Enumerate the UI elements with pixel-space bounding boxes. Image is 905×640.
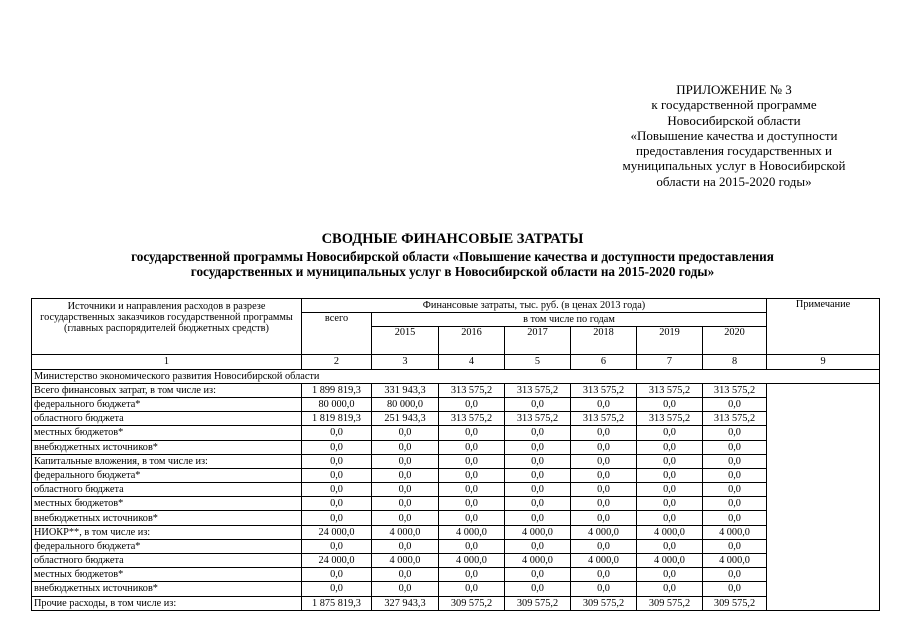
cell-year-value: 313 575,2 [637, 412, 703, 426]
row-label: федерального бюджета* [32, 397, 302, 411]
cell-year-value: 313 575,2 [505, 412, 571, 426]
cell-note [767, 511, 880, 525]
table-row [32, 383, 880, 397]
row-label: областного бюджета [32, 483, 302, 497]
financial-costs-table [31, 298, 880, 611]
appendix-line: Новосибирской области [667, 112, 801, 128]
cell-total: 0,0 [302, 468, 372, 482]
row-label: внебюджетных источников* [32, 511, 302, 525]
cell-year-value: 0,0 [439, 483, 505, 497]
cell-year-value: 309 575,2 [571, 596, 637, 610]
cell-note [767, 483, 880, 497]
cell-year-value: 0,0 [372, 454, 439, 468]
document-title [40, 232, 865, 280]
cell-year-value: 309 575,2 [703, 596, 767, 610]
column-number-row [32, 355, 880, 369]
cell-year-value: 0,0 [637, 440, 703, 454]
cell-year-value: 0,0 [372, 568, 439, 582]
cell-year-value: 0,0 [439, 440, 505, 454]
row-label: областного бюджета [32, 554, 302, 568]
header-year: 2019 [637, 327, 703, 355]
cell-year-value: 0,0 [637, 539, 703, 553]
cell-year-value: 0,0 [637, 468, 703, 482]
appendix-line: предоставления государственных и [636, 143, 832, 159]
cell-year-value: 4 000,0 [505, 525, 571, 539]
cell-year-value: 0,0 [505, 397, 571, 411]
appendix-line: ПРИЛОЖЕНИЕ № 3 [676, 82, 792, 97]
appendix-header [590, 82, 878, 189]
cell-year-value: 4 000,0 [571, 554, 637, 568]
cell-year-value: 0,0 [372, 483, 439, 497]
cell-year-value: 0,0 [372, 539, 439, 553]
cell-year-value: 0,0 [637, 568, 703, 582]
column-number: 3 [372, 355, 439, 369]
cell-year-value: 0,0 [637, 511, 703, 525]
cell-total: 0,0 [302, 511, 372, 525]
header-year: 2018 [571, 327, 637, 355]
cell-year-value: 0,0 [505, 568, 571, 582]
cell-year-value: 0,0 [505, 454, 571, 468]
cell-note [767, 426, 880, 440]
column-number: 2 [302, 355, 372, 369]
cell-total: 0,0 [302, 483, 372, 497]
header-row [32, 299, 880, 313]
table-row [32, 582, 880, 596]
cell-year-value: 0,0 [505, 539, 571, 553]
cell-note [767, 582, 880, 596]
cell-year-value: 313 575,2 [505, 383, 571, 397]
subtitle-line: государственной программы Новосибирской области «Повышение качества и доступности предоставления [131, 248, 774, 264]
cell-year-value: 4 000,0 [439, 554, 505, 568]
cell-year-value: 0,0 [372, 497, 439, 511]
cell-year-value: 313 575,2 [571, 383, 637, 397]
cell-total: 1 819 819,3 [302, 412, 372, 426]
cell-note [767, 525, 880, 539]
cell-year-value: 4 000,0 [505, 554, 571, 568]
cell-year-value: 0,0 [703, 582, 767, 596]
cell-year-value: 0,0 [571, 568, 637, 582]
header-year: 2020 [703, 327, 767, 355]
cell-year-value: 0,0 [439, 397, 505, 411]
cell-year-value: 309 575,2 [637, 596, 703, 610]
cell-year-value: 0,0 [571, 397, 637, 411]
table-row [32, 554, 880, 568]
header-note: Примечание [767, 299, 880, 355]
row-label: Прочие расходы, в том числе из: [32, 596, 302, 610]
cell-total: 1 875 819,3 [302, 596, 372, 610]
cell-year-value: 313 575,2 [571, 412, 637, 426]
ministry-name: Министерство экономического развития Новосибирской области [32, 369, 880, 383]
row-label: местных бюджетов* [32, 497, 302, 511]
row-label: НИОКР**, в том числе из: [32, 525, 302, 539]
header-total: всего [302, 313, 372, 355]
table-row [32, 596, 880, 610]
cell-year-value: 0,0 [571, 440, 637, 454]
column-number: 9 [767, 355, 880, 369]
cell-year-value: 313 575,2 [703, 412, 767, 426]
appendix-line: муниципальных услуг в Новосибирской [622, 158, 846, 174]
cell-year-value: 0,0 [439, 539, 505, 553]
cell-year-value: 0,0 [571, 539, 637, 553]
cell-total: 0,0 [302, 426, 372, 440]
cell-year-value: 327 943,3 [372, 596, 439, 610]
row-label: федерального бюджета* [32, 539, 302, 553]
cell-year-value: 0,0 [439, 454, 505, 468]
header-source: Источники и направления расходов в разрезе государственных заказчиков государственной программы (главных распорядителей бюджетных средств) [32, 299, 302, 355]
cell-year-value: 0,0 [505, 426, 571, 440]
cell-note [767, 497, 880, 511]
cell-year-value: 0,0 [439, 568, 505, 582]
cell-year-value: 0,0 [571, 582, 637, 596]
column-number: 8 [703, 355, 767, 369]
cell-note [767, 383, 880, 397]
cell-year-value: 0,0 [505, 582, 571, 596]
column-number: 5 [505, 355, 571, 369]
cell-year-value: 313 575,2 [439, 383, 505, 397]
row-label: Капитальные вложения, в том числе из: [32, 454, 302, 468]
table-row [32, 426, 880, 440]
cell-year-value: 4 000,0 [703, 554, 767, 568]
cell-year-value: 0,0 [439, 511, 505, 525]
cell-year-value: 0,0 [505, 497, 571, 511]
cell-total: 0,0 [302, 539, 372, 553]
cell-year-value: 0,0 [372, 426, 439, 440]
cell-year-value: 0,0 [505, 440, 571, 454]
cell-year-value: 331 943,3 [372, 383, 439, 397]
cell-year-value: 0,0 [571, 426, 637, 440]
subtitle-line: государственных и муниципальных услуг в Новосибирской области на 2015-2020 годы» [190, 264, 715, 279]
cell-year-value: 4 000,0 [637, 554, 703, 568]
cell-year-value: 313 575,2 [703, 383, 767, 397]
header-by-years: в том числе по годам [372, 313, 767, 327]
cell-year-value: 0,0 [439, 497, 505, 511]
row-label: внебюджетных источников* [32, 582, 302, 596]
cell-year-value: 0,0 [505, 483, 571, 497]
cell-year-value: 0,0 [571, 454, 637, 468]
cell-year-value: 0,0 [637, 397, 703, 411]
row-label: федерального бюджета* [32, 468, 302, 482]
cell-year-value: 4 000,0 [372, 554, 439, 568]
cell-year-value: 313 575,2 [439, 412, 505, 426]
cell-year-value: 0,0 [703, 568, 767, 582]
table-row [32, 539, 880, 553]
cell-year-value: 0,0 [372, 440, 439, 454]
cell-note [767, 539, 880, 553]
cell-year-value: 0,0 [703, 454, 767, 468]
cell-total: 24 000,0 [302, 525, 372, 539]
appendix-line: области на 2015-2020 годы» [656, 173, 812, 189]
cell-note [767, 412, 880, 426]
row-label: местных бюджетов* [32, 568, 302, 582]
table-row [32, 525, 880, 539]
cell-year-value: 0,0 [571, 483, 637, 497]
appendix-line: к государственной программе [651, 97, 817, 113]
table-row [32, 440, 880, 454]
cell-year-value: 4 000,0 [571, 525, 637, 539]
cell-year-value: 0,0 [372, 511, 439, 525]
cell-year-value: 0,0 [703, 483, 767, 497]
table-row [32, 468, 880, 482]
table-row [32, 568, 880, 582]
cell-note [767, 454, 880, 468]
row-label: внебюджетных источников* [32, 440, 302, 454]
cell-year-value: 4 000,0 [372, 525, 439, 539]
cell-year-value: 4 000,0 [703, 525, 767, 539]
cell-year-value: 0,0 [703, 468, 767, 482]
cell-year-value: 313 575,2 [637, 383, 703, 397]
cell-year-value: 0,0 [637, 454, 703, 468]
cell-year-value: 0,0 [372, 468, 439, 482]
cell-year-value: 0,0 [637, 426, 703, 440]
cell-year-value: 0,0 [571, 468, 637, 482]
cell-total: 1 899 819,3 [302, 383, 372, 397]
cell-year-value: 4 000,0 [439, 525, 505, 539]
row-label: областного бюджета [32, 412, 302, 426]
cell-year-value: 309 575,2 [439, 596, 505, 610]
row-label: Всего финансовых затрат, в том числе из: [32, 383, 302, 397]
cell-note [767, 397, 880, 411]
cell-note [767, 596, 880, 610]
cell-year-value: 0,0 [372, 582, 439, 596]
column-number: 7 [637, 355, 703, 369]
cell-year-value: 0,0 [637, 483, 703, 497]
cell-year-value: 0,0 [703, 511, 767, 525]
cell-year-value: 0,0 [505, 511, 571, 525]
ministry-row [32, 369, 880, 383]
cell-total: 0,0 [302, 582, 372, 596]
cell-year-value: 0,0 [703, 440, 767, 454]
cell-year-value: 80 000,0 [372, 397, 439, 411]
column-number: 4 [439, 355, 505, 369]
cell-total: 0,0 [302, 440, 372, 454]
cell-total: 0,0 [302, 497, 372, 511]
cell-total: 0,0 [302, 568, 372, 582]
cell-year-value: 0,0 [637, 497, 703, 511]
cell-year-value: 0,0 [571, 511, 637, 525]
appendix-line: «Повышение качества и доступности [630, 127, 838, 143]
cell-note [767, 440, 880, 454]
row-label: местных бюджетов* [32, 426, 302, 440]
cell-year-value: 0,0 [703, 426, 767, 440]
cell-year-value: 0,0 [703, 539, 767, 553]
cell-year-value: 0,0 [703, 497, 767, 511]
cell-year-value: 0,0 [571, 497, 637, 511]
table-row [32, 454, 880, 468]
cell-year-value: 0,0 [637, 582, 703, 596]
table-row [32, 483, 880, 497]
cell-note [767, 568, 880, 582]
cell-year-value: 0,0 [505, 468, 571, 482]
table-row [32, 412, 880, 426]
header-costs: Финансовые затраты, тыс. руб. (в ценах 2013 года) [302, 299, 767, 313]
cell-total: 80 000,0 [302, 397, 372, 411]
table-row [32, 511, 880, 525]
table-row [32, 397, 880, 411]
header-year: 2016 [439, 327, 505, 355]
header-year: 2015 [372, 327, 439, 355]
cell-year-value: 0,0 [439, 468, 505, 482]
cell-year-value: 309 575,2 [505, 596, 571, 610]
cell-total: 24 000,0 [302, 554, 372, 568]
header-year: 2017 [505, 327, 571, 355]
column-number: 6 [571, 355, 637, 369]
cell-note [767, 554, 880, 568]
cell-note [767, 468, 880, 482]
cell-year-value: 0,0 [439, 426, 505, 440]
cell-year-value: 0,0 [439, 582, 505, 596]
table-row [32, 497, 880, 511]
cell-year-value: 0,0 [703, 397, 767, 411]
column-number: 1 [32, 355, 302, 369]
cell-total: 0,0 [302, 454, 372, 468]
main-title: СВОДНЫЕ ФИНАНСОВЫЕ ЗАТРАТЫ [321, 231, 584, 247]
cell-year-value: 251 943,3 [372, 412, 439, 426]
cell-year-value: 4 000,0 [637, 525, 703, 539]
